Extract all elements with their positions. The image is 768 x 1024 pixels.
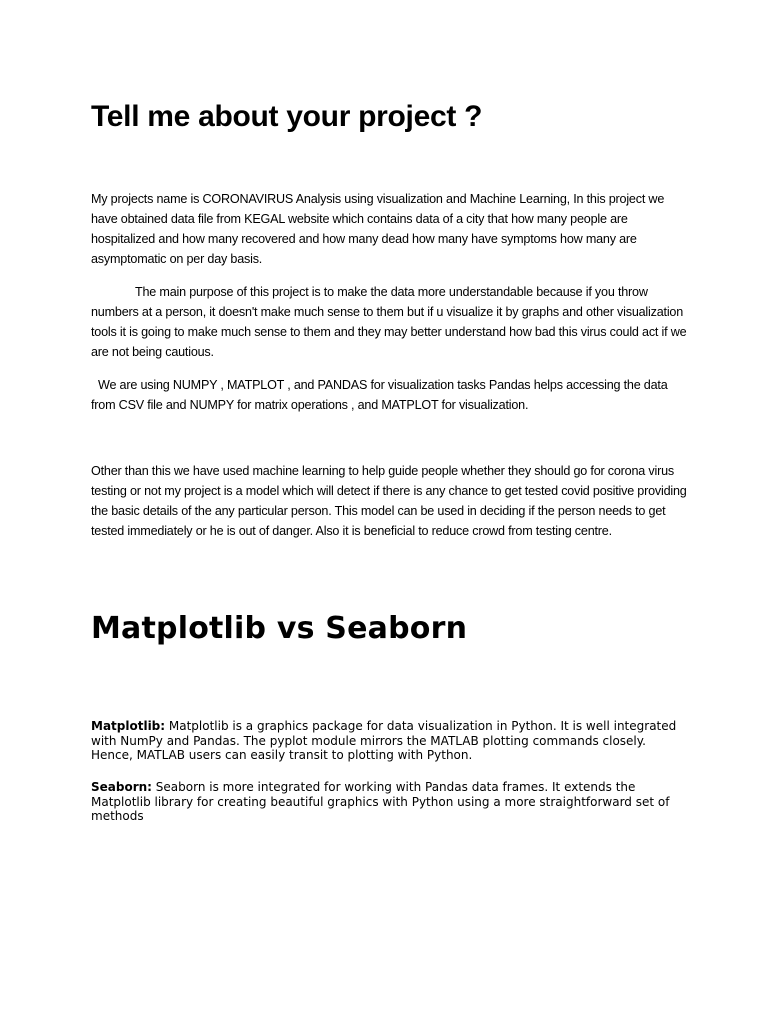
definition-text-matplotlib: Matplotlib is a graphics package for data visualization in Python. It is well integrated with NumPy and Pandas. The pyplot module mirrors the MATLAB plotting commands closely. Hence, MATLAB users can easily transit to plotting with Python.: [91, 719, 677, 763]
paragraph-tools: We are using NUMPY , MATPLOT , and PANDAS for visualization tasks Pandas helps accessing the data from CSV file and NUMPY for matrix operations , and MATPLOT for visualization.: [91, 378, 668, 412]
definition-text-seaborn: Seaborn is more integrated for working with Pandas data frames. It extends the Matplotlib library for creating beautiful graphics with Python using a more straightforward set of methods: [91, 780, 670, 824]
paragraph-main-purpose: The main purpose of this project is to make the data more understandable because if you throw numbers at a person, it doesn't make much sense to them but if u visualize it by graphs and other visualization tools it is going to make much sense to them and they may better understand how bad this virus could act if we are not being cautious.: [91, 285, 687, 359]
definition-matplotlib: [91, 719, 691, 763]
paragraph-machine-learning: Other than this we have used machine learning to help guide people whether they should go for corona virus testing or not my project is a model which will detect if there is any chance to get tested covid positive providing the basic details of the any particular person. This model can be used in deciding if the person needs to get tested immediately or he is out of danger. Also it is beneficial to reduce crowd from testing centre.: [91, 464, 687, 538]
definition-term-seaborn: Seaborn:: [91, 780, 152, 794]
heading-project: Tell me about your project ?: [91, 100, 483, 133]
heading-matplotlib-vs-seaborn: Matplotlib vs Seaborn: [91, 611, 468, 646]
definition-seaborn: [91, 780, 691, 824]
definition-term-matplotlib: Matplotlib:: [91, 719, 166, 733]
paragraph-project-name: My projects name is CORONAVIRUS Analysis using visualization and Machine Learning, In this project we have obtained data file from KEGAL website which contains data of a city that how many people are hospitalized and how many recovered and how many dead how many have symptoms how many are asymptomatic on per day basis.: [91, 192, 665, 266]
